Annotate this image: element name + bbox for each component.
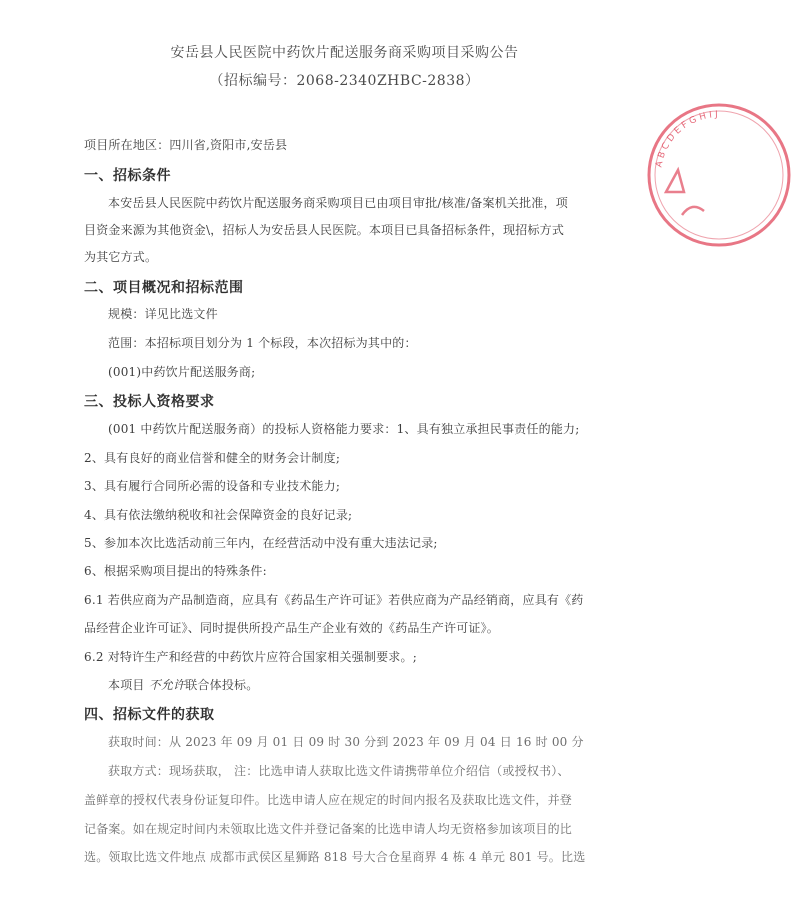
section3-line: 3、具有履行合同所必需的设备和专业技术能力; [84, 479, 341, 493]
section-heading-tender-conditions: 一、招标条件 [84, 168, 171, 184]
section3-line: 6、根据采购项目提出的特殊条件: [84, 564, 267, 578]
section2-line: (001)中药饮片配送服务商; [108, 365, 256, 379]
consortium-note [108, 676, 258, 693]
section4-line: 记备案。如在规定时间内未领取比选文件并登记备案的比选申请人均无资格参加该项目的比 [84, 822, 573, 836]
section-heading-project-overview: 二、项目概况和招标范围 [84, 280, 244, 296]
section3-line: 品经营企业许可证》、同时提供所投产品生产企业有效的《药品生产许可证》。 [84, 621, 500, 635]
section3-line: 6.1 若供应商为产品制造商，应具有《药品生产许可证》若供应商为产品经销商，应具有《药 [84, 593, 584, 607]
section2-line: 范围：本招标项目划分为 1 个标段，本次招标为其中的： [108, 336, 417, 350]
official-seal-stamp [644, 100, 794, 250]
section-heading-bidder-qualifications: 三、投标人资格要求 [84, 394, 215, 410]
section4-line: 获取时间：从 2023 年 09 月 01 日 09 时 30 分到 2023 年 09 月 04 日 16 时 00 分 [108, 735, 584, 749]
consortium-suffix: 联合体投标。 [185, 678, 259, 692]
section4-line: 盖鲜章的授权代表身份证复印件。比选申请人应在规定的时间内报名及获取比选文件，并登 [84, 793, 573, 807]
section3-line: 4、具有依法缴纳税收和社会保障资金的良好记录; [84, 508, 353, 522]
section1-line: 本安岳县人民医院中药饮片配送服务商采购项目已由项目审批/核准/备案机关批准，项 [108, 196, 568, 210]
section2-line: 规模：详见比选文件 [108, 307, 218, 321]
section4-line: 选。领取比选文件地点 成都市武侯区星狮路 818 号大合仓星商界 4 栋 4 单元 801 号。比选 [84, 850, 586, 864]
document-title: 安岳县人民医院中药饮片配送服务商采购项目采购公告 [170, 45, 519, 61]
section4-line: 获取方式：现场获取， 注：比选申请人获取比选文件请携带单位介绍信（或授权书）、 [108, 764, 570, 778]
section3-line: (001 中药饮片配送服务商）的投标人资格能力要求：1、具有独立承担民事责任的能力; [108, 422, 580, 436]
seal-ring-text: ABCDEFGHIJ [654, 109, 721, 169]
tender-number: （招标编号：2068-2340ZHBC-2838） [209, 73, 480, 89]
section-heading-obtain-documents: 四、招标文件的获取 [84, 707, 215, 723]
section1-line: 为其它方式。 [84, 250, 158, 264]
consortium-prefix: 本项目 [108, 678, 145, 692]
section1-line: 目资金来源为其他资金\，招标人为安岳县人民医院。本项目已具备招标条件，现招标方式 [84, 223, 565, 237]
section3-line: 2、具有良好的商业信誉和健全的财务会计制度; [84, 451, 341, 465]
project-location: 项目所在地区：四川省,资阳市,安岳县 [84, 138, 288, 152]
section3-line: 5、参加本次比选活动前三年内，在经营活动中没有重大违法记录; [84, 536, 438, 550]
section3-line: 6.2 对特许生产和经营的中药饮片应符合国家相关强制要求。; [84, 650, 417, 664]
consortium-not-allowed: 不允许 [148, 678, 186, 692]
